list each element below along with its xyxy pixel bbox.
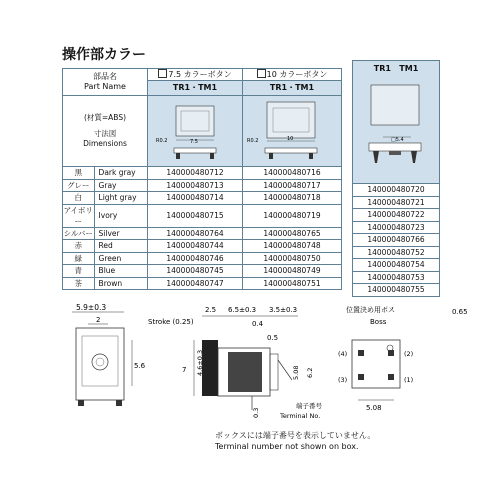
dim-508h-text: 5.08	[366, 404, 382, 412]
part-number-10: 140000480716	[243, 167, 342, 180]
part-number-10: 140000480750	[243, 252, 342, 265]
dim-59-text: 5.9±0.3	[76, 303, 107, 312]
part-number-side: 140000480722	[353, 209, 440, 222]
button75-header	[148, 69, 243, 96]
table-row	[353, 259, 440, 272]
note-jp: ボックスには端子番号を表示していません。	[215, 431, 376, 440]
bottom-view	[338, 305, 468, 412]
table-row	[63, 277, 342, 290]
table-row	[63, 227, 342, 240]
button75-label: 7.5 カラーボタン	[168, 70, 232, 79]
part-number-side: 140000480752	[353, 246, 440, 259]
button75-model: TR1・TM1	[172, 83, 218, 92]
color-en: Ivory	[94, 204, 147, 227]
square-icon	[257, 69, 266, 78]
table-row	[353, 284, 440, 297]
part-number-10: 140000480718	[243, 192, 342, 205]
dim-56-text: 5.6	[134, 362, 146, 370]
dim-65-text: 6.5±0.3	[228, 306, 257, 314]
terminal-en-text: Terminal No.	[280, 412, 321, 420]
part-name-header	[63, 69, 148, 96]
side-header	[353, 61, 440, 184]
part-number-side: 140000480723	[353, 221, 440, 234]
dimensions-jp: 寸法図	[93, 129, 117, 138]
part-number-side: 140000480753	[353, 271, 440, 284]
table-row	[353, 196, 440, 209]
side-view	[148, 306, 323, 420]
side-drawing-svg	[353, 77, 439, 177]
part-number-75: 140000480714	[148, 192, 243, 205]
part-number-10: 140000480751	[243, 277, 342, 290]
note-en: Terminal number not shown on box.	[215, 442, 359, 451]
part-number-side: 140000480720	[353, 184, 440, 197]
part-number-side: 140000480721	[353, 196, 440, 209]
color-button-table	[62, 68, 342, 290]
terminal-1-text: (1)	[404, 376, 414, 384]
color-en: Light gray	[94, 192, 147, 205]
square-icon	[158, 69, 167, 78]
terminal-3-text: (3)	[338, 376, 348, 384]
table-row	[353, 209, 440, 222]
part-number-75: 140000480715	[148, 204, 243, 227]
dim-508v-text: 5.08	[292, 365, 300, 380]
color-jp: シルバー	[63, 228, 93, 238]
dim-065-text: 0.65	[452, 308, 468, 316]
dim-2-text: 2	[96, 316, 101, 324]
page-title: 操作部カラー	[62, 47, 146, 63]
boss-jp-text: 位置決め用ボス	[346, 306, 395, 314]
dim-25-text: 2.5	[205, 306, 217, 314]
color-en: Gray	[94, 179, 147, 192]
part-number-75: 140000480745	[148, 265, 243, 278]
dim-05-text: 0.5	[267, 334, 279, 342]
dim-46-text: 4.6±0.3	[196, 349, 204, 376]
part-number-10: 140000480748	[243, 240, 342, 253]
dim-03-text: 0.3	[252, 407, 260, 418]
dimension-drawing-10-svg	[243, 96, 341, 164]
button10-header	[243, 69, 342, 96]
side-tm1: TM1	[399, 64, 419, 73]
dim-7-text: 7	[182, 366, 187, 374]
part-number-10: 140000480749	[243, 265, 342, 278]
dim-35-text: 3.5±0.3	[269, 306, 298, 314]
part-name-jp: 部品名	[93, 72, 117, 81]
table-row	[63, 240, 342, 253]
dim-04-text: 0.4	[252, 320, 264, 328]
stroke-text: Stroke (0.25)	[148, 318, 194, 326]
dimension-drawing-75-svg	[148, 96, 242, 164]
dimensions-en: Dimensions	[83, 139, 127, 148]
part-number-10: 140000480765	[243, 227, 342, 240]
part-number-10: 140000480717	[243, 179, 342, 192]
dim-62-text: 6.2	[306, 367, 314, 378]
terminal-2-text: (2)	[404, 350, 414, 358]
color-jp: 白	[63, 192, 95, 205]
color-jp: アイボリー	[63, 205, 93, 226]
table-row	[63, 179, 342, 192]
technical-drawing	[62, 300, 482, 430]
color-jp: 緑	[63, 252, 95, 265]
table-row	[353, 246, 440, 259]
part-number-75: 140000480712	[148, 167, 243, 180]
part-number-side: 140000480755	[353, 284, 440, 297]
table-row	[353, 184, 440, 197]
color-jp: 茶	[63, 277, 95, 290]
table-row	[353, 221, 440, 234]
dim-r02b-text: R0.2	[247, 138, 259, 144]
part-number-side: 140000480766	[353, 234, 440, 247]
terminal-jp-text: 端子番号	[296, 402, 322, 410]
table-row	[63, 204, 342, 227]
side-dim-text: □5.4	[391, 137, 404, 143]
part-number-75: 140000480764	[148, 227, 243, 240]
table-row	[353, 234, 440, 247]
part-number-75: 140000480744	[148, 240, 243, 253]
color-en: Brown	[94, 277, 147, 290]
color-jp: 赤	[63, 240, 95, 253]
dim-75-text: 7.5	[190, 139, 198, 145]
side-table	[352, 60, 440, 297]
terminal-4-text: (4)	[338, 350, 348, 358]
table-row	[63, 192, 342, 205]
part-name-en: Part Name	[84, 82, 126, 91]
part-number-75: 140000480746	[148, 252, 243, 265]
front-view	[72, 303, 146, 406]
button10-model: TR1・TM1	[269, 83, 315, 92]
color-en: Green	[94, 252, 147, 265]
table-row	[63, 252, 342, 265]
dim-r02-text: R0.2	[156, 138, 168, 144]
boss-en-text: Boss	[370, 318, 387, 326]
part-number-side: 140000480754	[353, 259, 440, 272]
table-row	[63, 265, 342, 278]
dimension-drawing-75	[148, 96, 243, 167]
part-number-75: 140000480713	[148, 179, 243, 192]
color-jp: 黒	[63, 167, 95, 180]
color-en: Red	[94, 240, 147, 253]
dimensions-label-cell	[63, 96, 148, 167]
part-number-10: 140000480719	[243, 204, 342, 227]
table-row	[63, 167, 342, 180]
color-jp: グレー	[63, 179, 95, 192]
color-en: Blue	[94, 265, 147, 278]
side-tr1: TR1	[373, 64, 391, 73]
dim-10-text: 10	[287, 136, 294, 142]
button10-label: 10 カラーボタン	[266, 70, 328, 79]
dimension-drawing-10	[243, 96, 342, 167]
part-number-75: 140000480747	[148, 277, 243, 290]
color-en: Dark gray	[94, 167, 147, 180]
color-en: Silver	[94, 227, 147, 240]
material-label: (材質=ABS)	[83, 113, 127, 122]
color-jp: 青	[63, 265, 95, 278]
table-row	[353, 271, 440, 284]
